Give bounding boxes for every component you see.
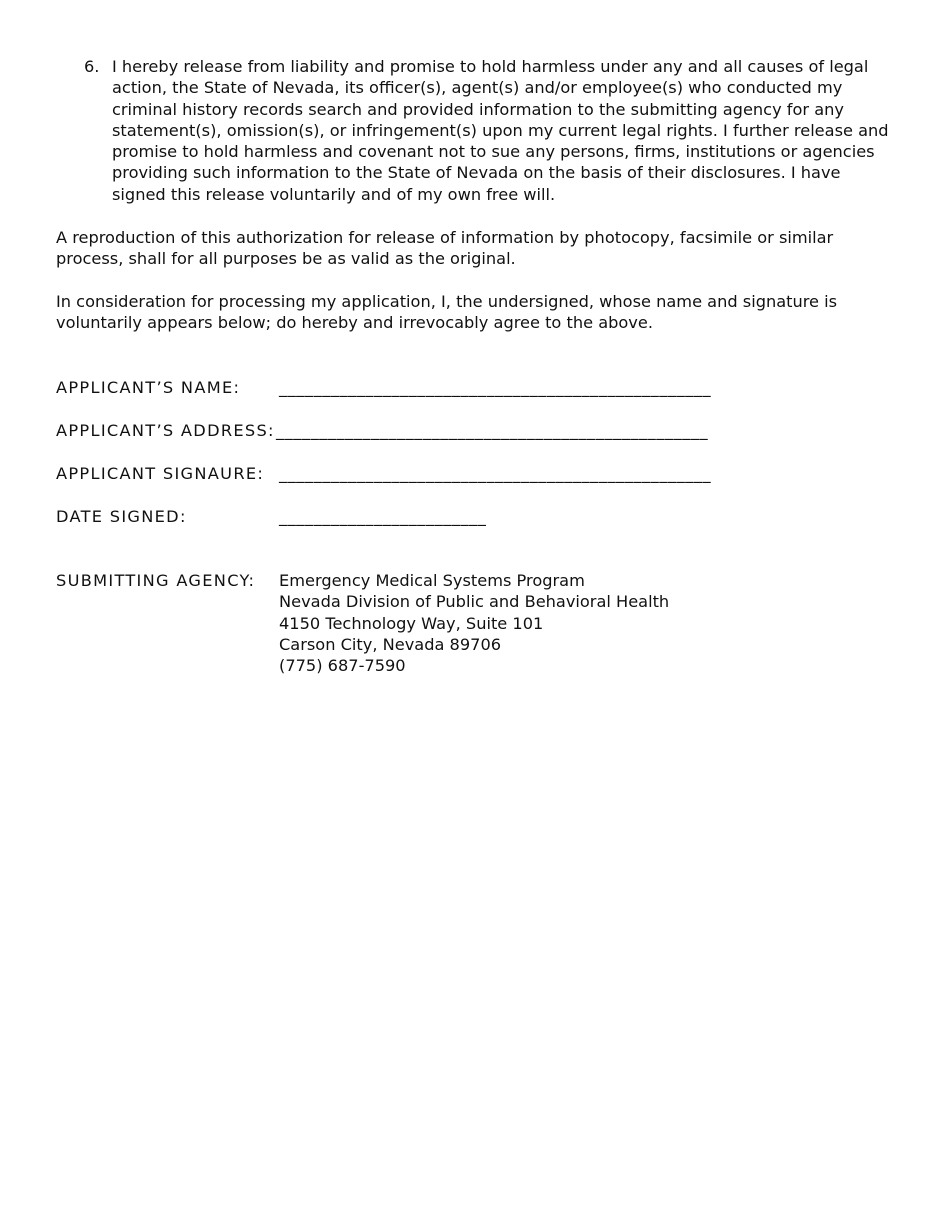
applicant-name-blank[interactable]: __________________________________________________ (279, 378, 712, 397)
applicant-address-blank[interactable]: __________________________________________________ (276, 421, 709, 440)
applicant-address-label: APPLICANT’S ADDRESS: (56, 421, 275, 440)
list-item-number: 6. (84, 57, 100, 76)
applicant-signature-blank[interactable]: __________________________________________________ (279, 464, 712, 483)
agency-city-state-zip: Carson City, Nevada 89706 (279, 634, 502, 654)
agency-street-address: 4150 Technology Way, Suite 101 (279, 613, 544, 633)
applicant-name-field (56, 377, 906, 399)
agency-division-name: Nevada Division of Public and Behavioral Health (279, 592, 670, 612)
applicant-signature-label: APPLICANT SIGNAURE: (56, 464, 265, 483)
applicant-address-field (56, 420, 906, 442)
agency-program-name: Emergency Medical Systems Program (279, 571, 585, 590)
submitting-agency-label: SUBMITTING AGENCY: (56, 571, 256, 590)
release-clause-text: I hereby release from liability and promise to hold harmless under any and all causes of legal action, the State of Nevada, its officer(s), agent(s) and/or employee(s) who conducted my criminal history records search and provided information to the submitting agency for any statement(s), omission(s), or infringement(s) upon my current legal rights. I further release and promise to hold harmless and covenant not to sue any persons, firms, institutions or agencies providing such information to the State of Nevada on the basis of their disclosures. I have signed this release voluntarily and of my own free will. (112, 57, 889, 204)
agency-address (279, 570, 669, 676)
agency-phone: (775) 687-7590 (279, 656, 406, 676)
date-signed-field (56, 506, 906, 528)
reproduction-paragraph: A reproduction of this authorization for release of information by photocopy, facsimile or similar process, shall for all purposes be as valid as the original. (56, 228, 834, 269)
release-list-item-6 (84, 56, 896, 205)
applicant-signature-field (56, 463, 906, 485)
date-signed-label: DATE SIGNED: (56, 507, 187, 526)
date-signed-blank[interactable]: ________________________ (279, 507, 487, 526)
consideration-paragraph: In consideration for processing my application, I, the undersigned, whose name and signature is voluntarily appears below; do hereby and irrevocably agree to the above. (56, 292, 838, 333)
applicant-name-label: APPLICANT’S NAME: (56, 378, 241, 397)
